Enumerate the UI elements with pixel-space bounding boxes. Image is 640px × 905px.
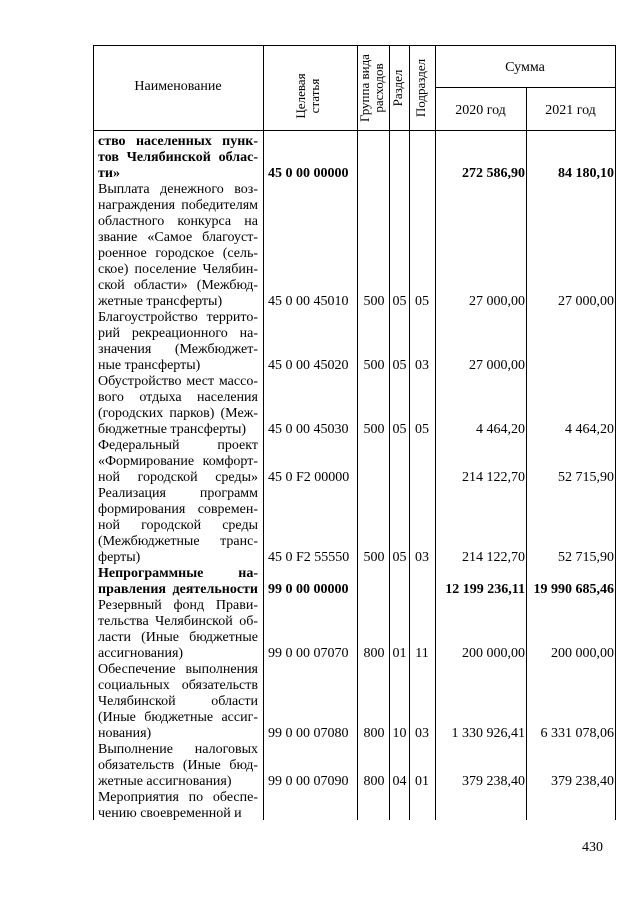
row-name-line: «Формирование комфорт-: [98, 454, 258, 469]
row-target-article: 99 0 00 00000: [268, 582, 349, 597]
row-name-line: Челябинской области: [98, 694, 258, 709]
row-name: [98, 486, 258, 566]
row-name-line: рий рекреационного на-: [98, 326, 258, 341]
row-sum-2020: 1 330 926,41: [451, 726, 525, 741]
row-name-line: (городских парков) (Меж-: [98, 406, 258, 421]
row-name-line: значения (Межбюджет-: [98, 342, 258, 357]
row-name-line: Выполнение налоговых: [98, 742, 258, 757]
header-expense-group-line1: Группа вида: [357, 54, 372, 122]
row-name: [98, 310, 258, 374]
row-sum-2020: 27 000,00: [469, 294, 525, 309]
header-section: Раздел: [390, 69, 405, 107]
row-name-line: награждения победителям: [98, 198, 258, 213]
row-target-article: 45 0 F2 00000: [268, 470, 350, 485]
row-section: 05: [392, 358, 407, 373]
row-subsection: 03: [415, 726, 429, 741]
row-name-line: ферты): [98, 550, 141, 565]
row-name-line: правления деятельности: [98, 582, 258, 597]
row-expense-group: 500: [363, 550, 385, 565]
row-name-line: Непрограммные на-: [98, 566, 258, 581]
row-sum-2020: 4 464,20: [476, 422, 525, 437]
row-name-line: Федеральный проект: [98, 438, 258, 453]
grid-line: [615, 45, 616, 820]
header-target-article-line2: статья: [307, 78, 322, 114]
row-name-line: ные трансферты): [98, 358, 201, 373]
row-section: 05: [392, 422, 407, 437]
row-target-article: 99 0 00 07070: [268, 646, 349, 661]
row-name: [98, 742, 258, 790]
grid-line: [263, 45, 264, 820]
row-name-line: вого отдыха населения: [98, 390, 258, 405]
row-name-line: тов Челябинской облас-: [98, 150, 258, 165]
row-expense-group: 800: [363, 726, 385, 741]
row-sum-2020: 272 586,90: [462, 166, 525, 181]
row-name-line: Обустройство мест массо-: [98, 374, 258, 389]
row-name-line: Выплата денежного воз-: [98, 182, 258, 197]
row-name-line: ское) поселение Челябин-: [98, 262, 258, 277]
row-name: [98, 134, 258, 182]
row-sum-2020: 27 000,00: [469, 358, 525, 373]
row-name-line: ной городской среды»: [98, 470, 258, 485]
row-sum-2021: 52 715,90: [558, 550, 614, 565]
header-expense-group-line2: расходов: [371, 63, 386, 113]
row-name-line: социальных обязательств: [98, 678, 258, 693]
row-target-article: 45 0 00 45010: [268, 294, 349, 309]
row-name-line: жетные ассигнования): [98, 774, 232, 789]
row-section: 10: [392, 726, 407, 741]
grid-line: [526, 87, 527, 820]
header-year-2020: 2020 год: [455, 103, 506, 118]
row-expense-group: 500: [363, 294, 385, 309]
row-name-line: обязательств (Иные бюд-: [98, 758, 258, 773]
row-name-line: (Иные бюджетные ассиг-: [98, 710, 258, 725]
page-number: 430: [582, 840, 603, 855]
row-name-line: ной городской среды: [98, 518, 258, 533]
row-subsection: 05: [415, 294, 429, 309]
row-name-line: Благоустройство террито-: [98, 310, 258, 325]
row-name: [98, 662, 258, 742]
row-sum-2020: 379 238,40: [462, 774, 525, 789]
header-target-article: [294, 46, 326, 146]
row-name-line: ти»: [98, 166, 120, 181]
row-name: [98, 438, 258, 486]
row-name: [98, 598, 258, 662]
row-target-article: 45 0 00 45030: [268, 422, 349, 437]
row-sum-2021: 4 464,20: [565, 422, 614, 437]
row-name-line: Резервный фонд Прави-: [98, 598, 258, 613]
row-sum-2021: 84 180,10: [558, 166, 614, 181]
row-name: [98, 566, 258, 598]
row-name-line: звание «Самое благоуст-: [98, 230, 258, 245]
row-name: [98, 374, 258, 438]
row-name-line: Мероприятия по обеспе-: [98, 790, 258, 805]
row-name-line: ассигнования): [98, 646, 184, 661]
row-name-line: ство населенных пунк-: [98, 134, 258, 149]
row-sum-2021: 200 000,00: [551, 646, 614, 661]
row-sum-2020: 12 199 236,11: [445, 582, 525, 597]
row-expense-group: 800: [363, 646, 385, 661]
row-name-line: (Межбюджетные транс-: [98, 534, 258, 549]
table-top-border: [93, 45, 615, 46]
row-expense-group: 500: [363, 358, 385, 373]
row-target-article: 99 0 00 07090: [268, 774, 349, 789]
row-name-line: нования): [98, 726, 152, 741]
header-sum-divider: [435, 87, 615, 88]
row-section: 04: [392, 774, 407, 789]
grid-line: [93, 45, 94, 820]
row-target-article: 45 0 F2 55550: [268, 550, 350, 565]
row-section: 05: [392, 294, 407, 309]
row-sum-2021: 52 715,90: [558, 470, 614, 485]
row-name-line: ласти (Иные бюджетные: [98, 630, 258, 645]
row-sum-2021: 379 238,40: [551, 774, 614, 789]
row-name-line: жетные трансферты): [98, 294, 223, 309]
row-subsection: 11: [415, 646, 429, 661]
row-name-line: чению своевременной и: [98, 806, 242, 821]
row-sum-2021: 19 990 685,46: [533, 582, 614, 597]
row-subsection: 05: [415, 422, 429, 437]
row-section: 01: [392, 646, 407, 661]
header-target-article-line1: Целевая: [293, 73, 308, 119]
row-name-line: ской области» (Межбюд-: [98, 278, 258, 293]
row-subsection: 03: [415, 358, 429, 373]
row-sum-2020: 214 122,70: [462, 550, 525, 565]
header-name: Наименование: [134, 79, 222, 94]
row-name: [98, 182, 258, 310]
row-name-line: роенное городское (сель-: [98, 246, 258, 261]
row-name-line: тельства Челябинской об-: [98, 614, 258, 629]
row-name-line: областного конкурса на: [98, 214, 258, 229]
header-bottom-border: [93, 130, 615, 131]
header-year-2021: 2021 год: [545, 103, 596, 118]
row-expense-group: 800: [363, 774, 385, 789]
row-target-article: 45 0 00 45020: [268, 358, 349, 373]
row-sum-2020: 214 122,70: [462, 470, 525, 485]
row-sum-2021: 27 000,00: [558, 294, 614, 309]
header-subsection: Подраздел: [413, 58, 428, 118]
row-sum-2021: 6 331 078,06: [540, 726, 614, 741]
row-target-article: 45 0 00 00000: [268, 166, 349, 181]
row-name-line: Реализация программ: [98, 486, 258, 501]
header-expense-group: [358, 48, 388, 128]
row-expense-group: 500: [363, 422, 385, 437]
row-name-line: бюджетные трансферты): [98, 422, 247, 437]
row-name-line: Обеспечение выполнения: [98, 662, 258, 677]
grid-line: [435, 45, 436, 820]
row-section: 05: [392, 550, 407, 565]
row-subsection: 03: [415, 550, 429, 565]
row-subsection: 01: [415, 774, 429, 789]
row-name: [98, 790, 258, 822]
row-name-line: формирования современ-: [98, 502, 258, 517]
row-sum-2020: 200 000,00: [462, 646, 525, 661]
header-sum: Сумма: [505, 60, 545, 75]
row-target-article: 99 0 00 07080: [268, 726, 349, 741]
